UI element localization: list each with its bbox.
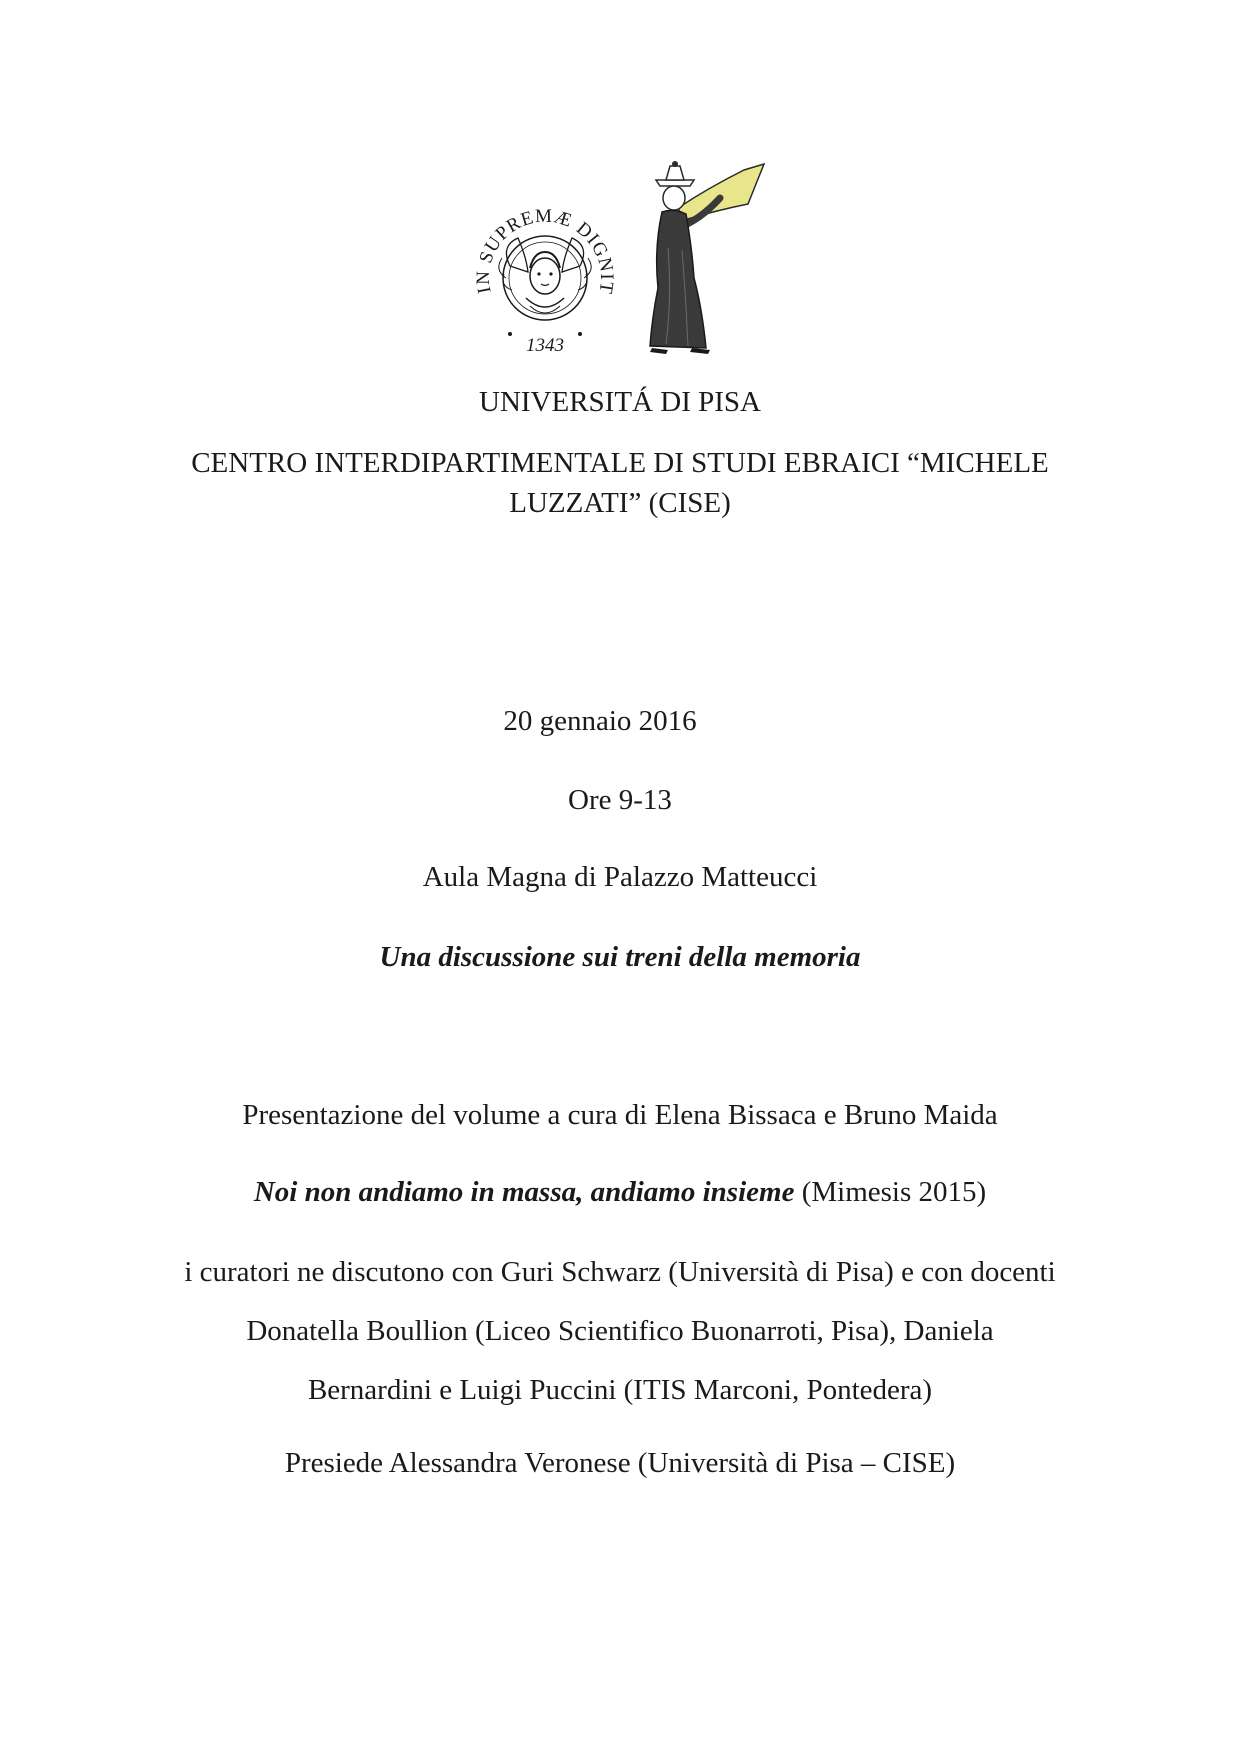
- chair-line: Presiede Alessandra Veronese (Università di Pisa – CISE): [284, 1447, 956, 1479]
- discussants-line1: i curatori ne discutono con Guri Schwarz (Università di Pisa) e con docenti: [184, 1256, 1056, 1288]
- centre-name-line1: CENTRO INTERDIPARTIMENTALE DI STUDI EBRAICI “MICHELE: [191, 447, 1049, 479]
- seal-year: 1343: [526, 335, 564, 356]
- event-time: Ore 9-13: [568, 784, 672, 816]
- university-name: UNIVERSITÁ DI PISA: [479, 386, 761, 418]
- book-line: [0, 1175, 1240, 1209]
- shofar-figure-logo: [648, 158, 788, 356]
- book-title: Noi non andiamo in massa, andiamo insieme: [253, 1176, 795, 1208]
- centre-name-line2: LUZZATI” (CISE): [509, 487, 731, 519]
- event-date: 20 gennaio 2016: [503, 705, 697, 737]
- discussants-line3: Bernardini e Luigi Puccini (ITIS Marconi, Pontedera): [307, 1374, 933, 1406]
- book-publisher: (Mimesis 2015): [794, 1176, 987, 1208]
- event-venue: Aula Magna di Palazzo Matteucci: [422, 861, 818, 893]
- event-title: Una discussione sui treni della memoria: [379, 941, 861, 973]
- event-date-line: [0, 704, 1240, 738]
- svg-text:IN SUPREMÆ DIGNITATIS: IN SUPREMÆ DIGNIT: [472, 205, 618, 296]
- logos-block: [470, 158, 800, 378]
- university-seal-logo: [470, 186, 620, 376]
- book-presentation: Presentazione del volume a cura di Elena Bissaca e Bruno Maida: [242, 1099, 998, 1131]
- discussants-line2: Donatella Boullion (Liceo Scientifico Buonarroti, Pisa), Daniela: [246, 1315, 994, 1347]
